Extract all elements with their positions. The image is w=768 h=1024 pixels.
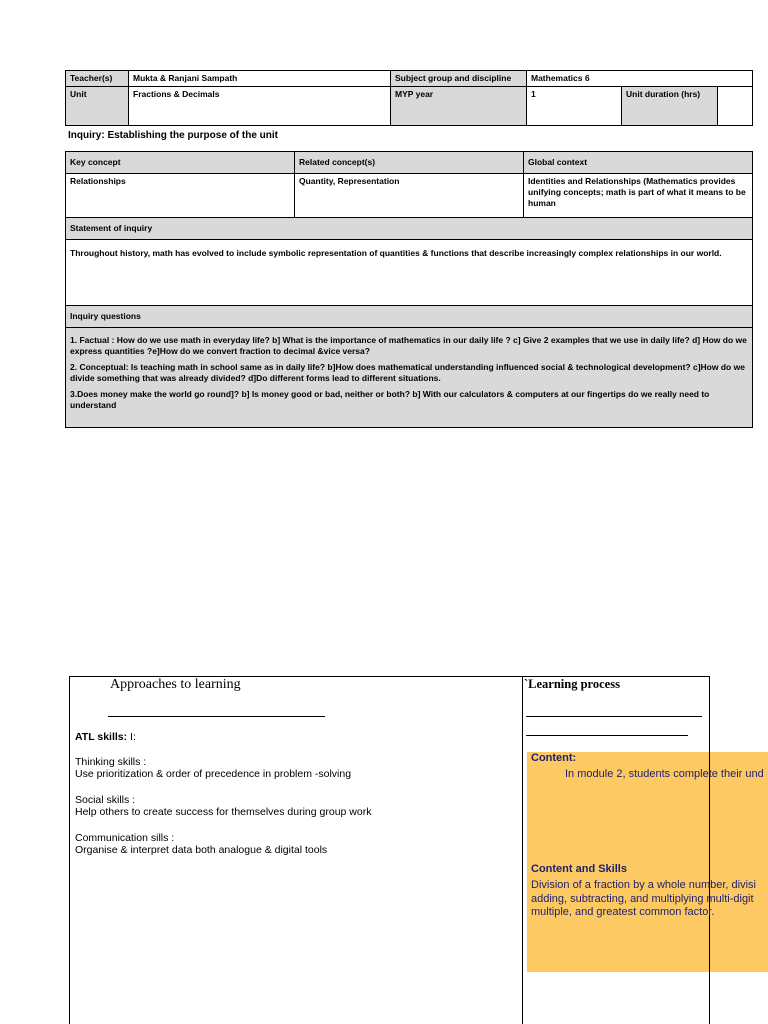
- statement-of-inquiry-value: Throughout history, math has evolved to include symbolic representation of quantities & functions that describe increasingly complex relationships in our world.: [66, 240, 753, 306]
- unit-header-table: [65, 70, 753, 126]
- key-concept-label: Key concept: [66, 152, 295, 174]
- atl-skills-suffix: I:: [127, 731, 136, 743]
- thinking-skills-value: Use prioritization & order of precedence in problem -solving: [75, 768, 352, 780]
- social-skills-label: Social skills :: [75, 794, 136, 806]
- unit-value: Fractions & Decimals: [129, 87, 391, 126]
- approaches-heading-rule: [108, 716, 325, 717]
- question-factual: 1. Factual : How do we use math in everyday life? b] What is the importance of mathematics in our daily life ? c] Give 2 examples that we use in daily life? d] How do we express quantities ?e]How do we convert fraction to decimal &vice versa?: [70, 335, 747, 356]
- approaches-heading: Approaches to learning: [110, 677, 241, 692]
- teacher-value: Mukta & Ranjani Sampath: [129, 71, 391, 87]
- content-highlight: [527, 752, 768, 972]
- atl-skills-block: [75, 731, 515, 856]
- question-conceptual: 2. Conceptual: Is teaching math in school same as in daily life? b]How does mathematical understanding influenced social & technological development? c]How do we divide something that was already divided? d]Do different forms lead to different situations.: [70, 362, 745, 383]
- atl-skills-line: [75, 731, 515, 743]
- teacher-label: Teacher(s): [66, 71, 129, 87]
- unit-duration-label: Unit duration (hrs): [622, 87, 718, 126]
- question-debatable: 3.Does money make the world go round]? b] Is money good or bad, neither or both? b] With our calculators & computers at our fingertips do we really need to understand: [70, 389, 710, 410]
- global-context-label: Global context: [524, 152, 753, 174]
- inquiry-title: Inquiry: Establishing the purpose of the unit: [68, 130, 278, 141]
- related-concepts-label: Related concept(s): [295, 152, 524, 174]
- social-skills-value: Help others to create success for themselves during group work: [75, 806, 372, 818]
- atl-skills-label: ATL skills:: [75, 731, 128, 743]
- content-skills-label: Content and Skills: [531, 863, 627, 875]
- social-skills-group: [75, 794, 515, 818]
- communication-skills-group: [75, 832, 515, 856]
- communication-skills-value: Organise & interpret data both analogue & digital tools: [75, 844, 328, 856]
- learning-rule-1: [526, 716, 702, 717]
- related-concepts-value: Quantity, Representation: [295, 174, 524, 218]
- subject-label: Subject group and discipline: [391, 71, 527, 87]
- inquiry-table: [65, 151, 753, 428]
- learning-rule-2: [526, 735, 688, 736]
- unit-duration-value: [718, 87, 753, 126]
- content-text: In module 2, students complete their und: [565, 768, 764, 780]
- inquiry-questions-list: [66, 328, 753, 428]
- unit-label: Unit: [66, 87, 129, 126]
- key-concept-value: Relationships: [66, 174, 295, 218]
- content-label: Content:: [531, 752, 577, 764]
- myp-year-label: MYP year: [391, 87, 527, 126]
- learning-process-heading: `Learning process: [524, 677, 620, 691]
- communication-skills-label: Communication sills :: [75, 832, 175, 844]
- subject-value: Mathematics 6: [527, 71, 753, 87]
- content-skills-text: Division of a fraction by a whole number, divisi adding, subtracting, and multiplying multi-digit multiple, and greatest common factor.: [531, 879, 756, 918]
- thinking-skills-group: [75, 756, 515, 780]
- thinking-skills-label: Thinking skills :: [75, 756, 147, 768]
- myp-year-value: 1: [527, 87, 622, 126]
- inquiry-questions-label: Inquiry questions: [66, 306, 753, 328]
- global-context-value: Identities and Relationships (Mathematics provides unifying concepts; math is part of what it means to be human: [524, 174, 753, 218]
- statement-of-inquiry-label: Statement of inquiry: [66, 218, 753, 240]
